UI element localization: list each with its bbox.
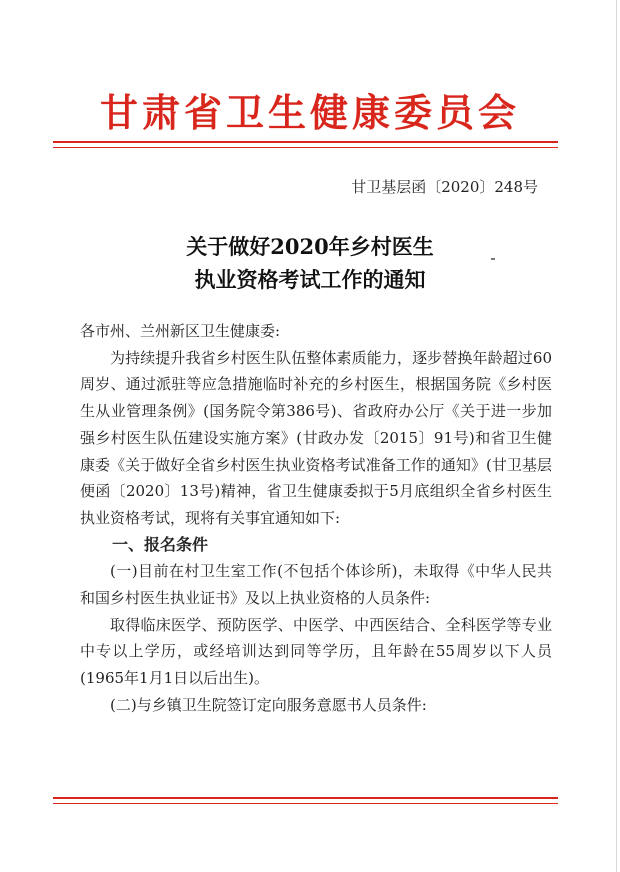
condition-item-1-detail: 取得临床医学、预防医学、中医学、中西医结合、全科医学等专业中专以上学历，或经培训达到同等学历，且年龄在55周岁以下人员(1965年1月1日以后出生)。 [80, 615, 552, 688]
letterhead-title: 甘肃省卫生健康委员会 [99, 91, 520, 135]
title-line-1: 关于做好2020年乡村医生 [186, 234, 434, 259]
document-title [60, 230, 560, 296]
condition-item-2: (二)与乡镇卫生院签订定向服务意愿书人员条件: [110, 695, 427, 714]
footer-rule-thin [53, 803, 558, 804]
letterhead-rule [53, 141, 558, 143]
scan-speck [491, 258, 495, 260]
salutation: 各市州、兰州新区卫生健康委: [80, 322, 281, 340]
document-body [80, 318, 552, 719]
document-number: 甘卫基层函〔2020〕248号 [351, 178, 538, 196]
footer-rule [53, 797, 558, 799]
page-edge [616, 0, 617, 872]
letterhead-rule-thin [53, 147, 558, 148]
intro-paragraph: 为持续提升我省乡村医生队伍整体素质能力，逐步替换年龄超过60周岁、通过派驻等应急措施临时补充的乡村医生，根据国务院《乡村医生从业管理条例》(国务院令第386号)、省政府办公厅《关于进一步加强乡村医生队伍建设实施方案》(甘政办发〔2015〕91号)和省卫生健康委《关于做好全省乡村医生执业资格考试准备工作的通知》(甘卫基层便函〔2020〕13号)精神，省卫生健康委拟于5月底组织全省乡村医生执业资格考试，现将有关事宜通知如下: [80, 348, 552, 527]
section-heading: 一、报名条件 [112, 534, 209, 554]
title-line-2: 执业资格考试工作的通知 [194, 267, 426, 292]
condition-item-1: (一)目前在村卫生室工作(不包括个体诊所)，未取得《中华人民共和国乡村医生执业证书》及以上执业资格的人员条件: [80, 562, 552, 608]
